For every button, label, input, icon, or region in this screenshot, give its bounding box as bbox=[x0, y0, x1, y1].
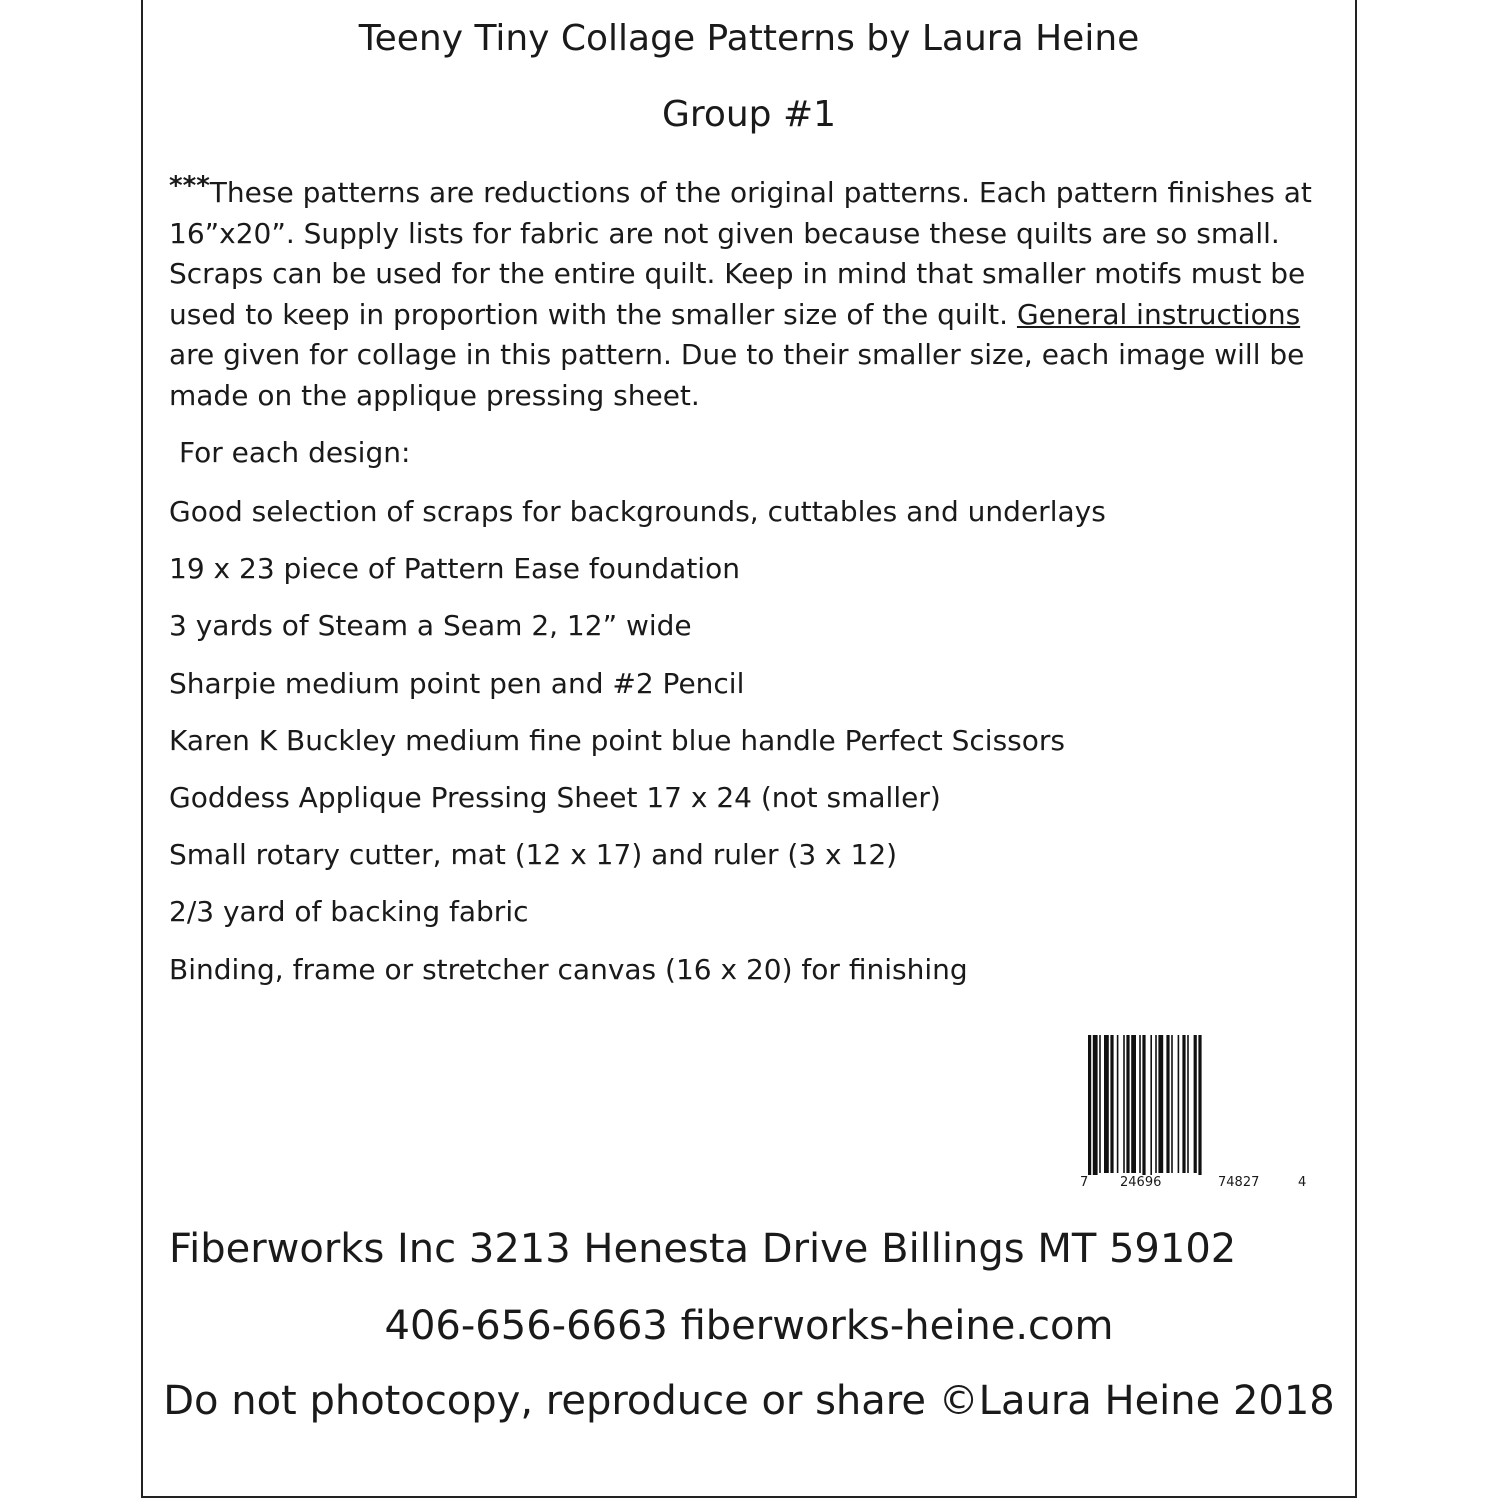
barcode-digit-last: 4 bbox=[1298, 1175, 1307, 1190]
barcode-digit-first: 7 bbox=[1080, 1175, 1089, 1190]
barcode-bar bbox=[1093, 1035, 1098, 1175]
barcode-bar bbox=[1150, 1035, 1152, 1175]
intro-paragraph bbox=[169, 166, 1319, 416]
barcode-bar bbox=[1110, 1035, 1113, 1173]
supply-item: 3 yards of Steam a Seam 2, 12” wide bbox=[169, 609, 692, 643]
for-each-design-heading: For each design: bbox=[179, 436, 411, 469]
barcode-bar bbox=[1198, 1035, 1201, 1175]
barcode-bar bbox=[1171, 1035, 1173, 1173]
barcode-bar bbox=[1142, 1035, 1145, 1175]
asterisks-marker: *** bbox=[169, 171, 210, 201]
supply-item: 2/3 yard of backing fabric bbox=[169, 895, 529, 929]
barcode-group-left: 24696 bbox=[1120, 1175, 1162, 1190]
intro-text-part2: are given for collage in this pattern. Due to their smaller size, each image will be made on the applique pressing sheet. bbox=[169, 338, 1305, 412]
barcode-group-right: 74827 bbox=[1218, 1175, 1260, 1190]
footer-copyright: Do not photocopy, reproduce or share ©Laura Heine 2018 bbox=[163, 1378, 1335, 1424]
barcode-bar bbox=[1126, 1035, 1129, 1173]
supply-item: Small rotary cutter, mat (12 x 17) and ruler (3 x 12) bbox=[169, 838, 898, 872]
barcode-digits bbox=[1078, 1175, 1308, 1197]
barcode-bar bbox=[1158, 1035, 1163, 1173]
barcode-bar bbox=[1123, 1035, 1125, 1173]
supply-item: 19 x 23 piece of Pattern Ease foundation bbox=[169, 552, 740, 586]
barcode-bar bbox=[1104, 1035, 1109, 1173]
barcode-bar bbox=[1182, 1035, 1185, 1173]
barcode-bar bbox=[1187, 1035, 1189, 1173]
barcode-bar bbox=[1139, 1035, 1141, 1173]
barcode-bar bbox=[1194, 1035, 1197, 1173]
intro-text-part1: These patterns are reductions of the original patterns. Each pattern finishes at 16”x20”. Supply lists for fabric are not given because these quilts are so small. Scraps can be used for the entire quilt. Keep in mind that smaller motifs must be used to keep in proportion with the smaller size of the quilt. bbox=[169, 176, 1312, 331]
supply-item: Karen K Buckley medium fine point blue handle Perfect Scissors bbox=[169, 723, 1065, 757]
barcode-bar bbox=[1166, 1035, 1169, 1173]
supply-item: Sharpie medium point pen and #2 Pencil bbox=[169, 666, 745, 700]
barcode-bar bbox=[1117, 1035, 1119, 1173]
page-subtitle: Group #1 bbox=[661, 94, 837, 135]
barcode-bar bbox=[1178, 1035, 1180, 1173]
supply-item: Binding, frame or stretcher canvas (16 x 20) for finishing bbox=[169, 952, 968, 986]
footer-contact: 406-656-6663 fiberworks-heine.com bbox=[384, 1303, 1114, 1349]
barcode-bar bbox=[1131, 1035, 1136, 1173]
barcode-bar bbox=[1155, 1035, 1157, 1173]
barcode-bar bbox=[1099, 1035, 1101, 1173]
barcode-bar bbox=[1088, 1035, 1091, 1175]
barcode-bars bbox=[1078, 1035, 1308, 1175]
supply-list bbox=[169, 490, 1106, 1005]
footer-address: Fiberworks Inc 3213 Henesta Drive Billings MT 59102 bbox=[169, 1226, 1237, 1272]
general-instructions-link[interactable]: General instructions bbox=[1016, 297, 1301, 331]
pattern-back-cover bbox=[141, 0, 1357, 1498]
upc-barcode bbox=[1078, 1035, 1308, 1200]
supply-item: Goddess Applique Pressing Sheet 17 x 24 (not smaller) bbox=[169, 780, 941, 814]
supply-item: Good selection of scraps for backgrounds, cuttables and underlays bbox=[169, 495, 1106, 528]
page-title: Teeny Tiny Collage Patterns by Laura Heine bbox=[358, 18, 1140, 59]
